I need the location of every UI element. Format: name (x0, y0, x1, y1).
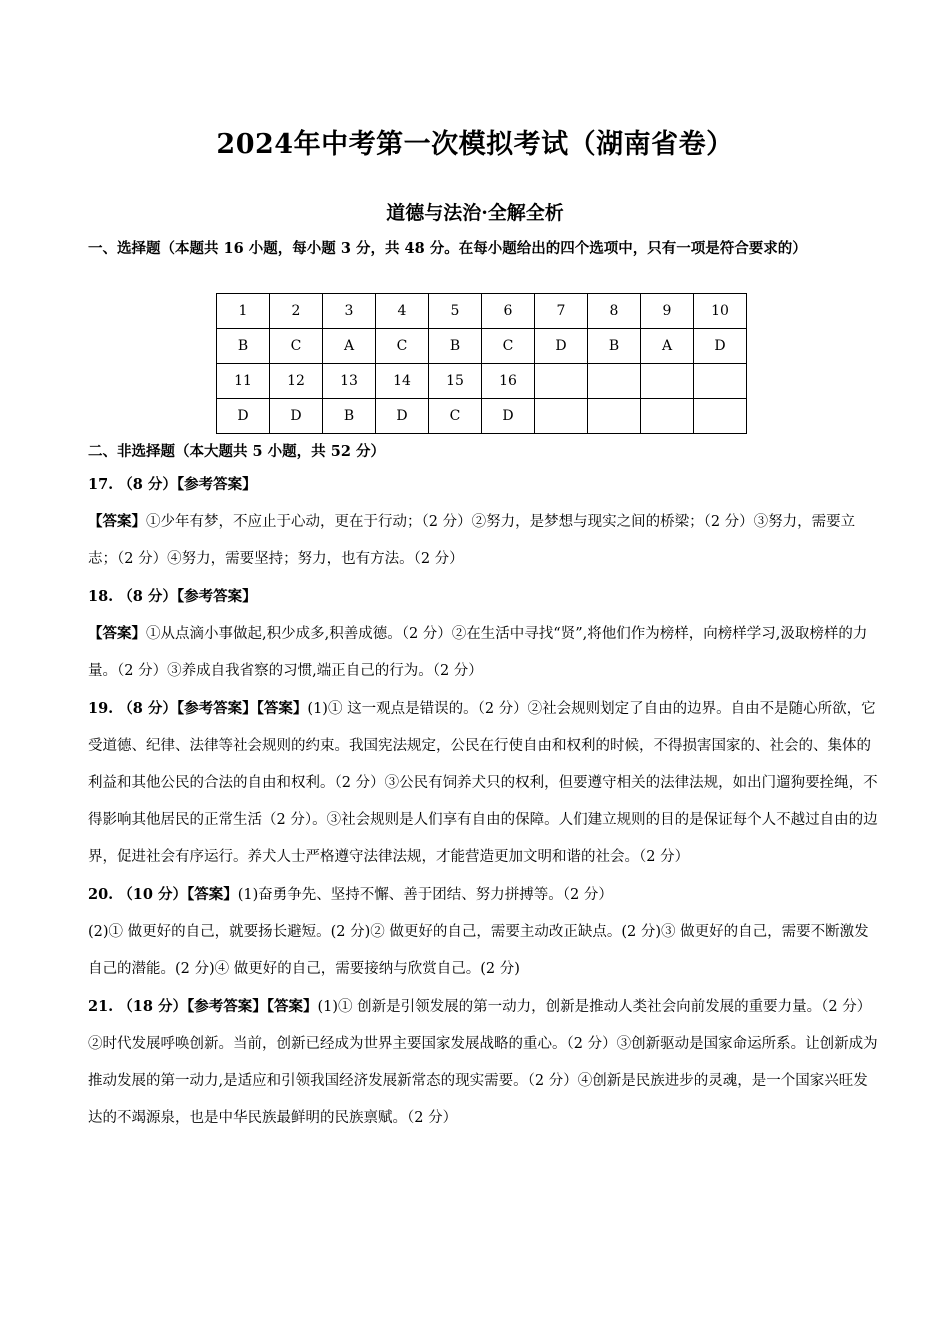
table-cell (588, 399, 641, 434)
answer-text: (1)① 这一观点是错误的。（2 分）②社会规则划定了自由的边界。自由不是随心所欲，它受道德、纪律、法律等社会规则的约束。我国宪法规定，公民在行使自由和权利的时候，不得损害国家的、社会的、集体的利益和其他公民的合法的自由和权利。（2 分）③公民有饲养犬只的权利，但要遵守相关的法律法规，如出门遛狗要拴绳，不得影响其他居民的正常生活（2 分）。③社会规则是人们享有自由的保障。人们建立规则的目的是保证每个人不越过自由的边界，促进社会有序运行。养犬人士严格遵守法律法规，才能营造更加文明和谐的社会。（2 分） (88, 701, 878, 865)
table-cell (641, 399, 694, 434)
answer-tag: 【答案】 (266, 998, 318, 1015)
table-cell: 6 (482, 294, 535, 329)
table-cell: D (270, 399, 323, 434)
table-cell (535, 399, 588, 434)
table-cell: 8 (588, 294, 641, 329)
table-cell: B (323, 399, 376, 434)
table-cell (694, 399, 747, 434)
table-cell: D (482, 399, 535, 434)
table-cell: 13 (323, 364, 376, 399)
table-cell: C (270, 329, 323, 364)
answer-text: (1)① 创新是引领发展的第一动力，创新是推动人类社会向前发展的重要力量。（2 分）②时代发展呼唤创新。当前，创新已经成为世界主要国家发展战略的重心。（2 分）③创新驱动是国家命运所系。让创新成为推动发展的第一动力,是适应和引领我国经济发展新常态的现实需要。（2 分）④创新是民族进步的灵魂，是一个国家兴旺发达的不竭源泉，也是中华民族最鲜明的民族禀赋。（2 分） (88, 999, 878, 1126)
table-cell: 3 (323, 294, 376, 329)
table-row (217, 329, 747, 364)
answer-tag: 【答案】 (256, 700, 308, 717)
table-cell: D (376, 399, 429, 434)
table-cell (588, 364, 641, 399)
answers-body (88, 466, 878, 1137)
answer-text: ①从点滴小事做起,积少成多,积善成德。（2 分）②在生活中寻找“贤”,将他们作为榜样，向榜样学习,汲取榜样的力量。（2 分）③养成自我省察的习惯,端正自己的行为。（2 分） (88, 626, 868, 679)
table-cell: B (588, 329, 641, 364)
table-cell: 5 (429, 294, 482, 329)
document-title: 2024年中考第一次模拟考试（湖南省卷） (216, 129, 734, 160)
table-cell: D (535, 329, 588, 364)
table-cell: 15 (429, 364, 482, 399)
table-cell: B (429, 329, 482, 364)
question-head: 20. （10 分） (88, 886, 188, 903)
answer-tag: 【答案】 (88, 625, 146, 642)
q17-answer (88, 503, 878, 578)
table-row (217, 399, 747, 434)
table-row (217, 294, 747, 329)
table-cell: 10 (694, 294, 747, 329)
table-cell (694, 364, 747, 399)
table-cell: 2 (270, 294, 323, 329)
table-cell: 16 (482, 364, 535, 399)
answer-table (216, 293, 747, 434)
q18-head: 18. （8 分）【参考答案】 (88, 588, 257, 605)
q19-answer (88, 690, 878, 876)
question-head: 21. （18 分）【参考答案】 (88, 998, 267, 1015)
q18-answer (88, 615, 878, 690)
table-cell: 9 (641, 294, 694, 329)
q20-answer-part2: (2)① 做更好的自己，就要扬长避短。(2 分)② 做更好的自己，需要主动改正缺点。(2 分)③ 做更好的自己，需要不断激发自己的潜能。(2 分)④ 做更好的自己，需要接纳与欣赏自己。(2 分) (88, 924, 869, 977)
table-cell: C (429, 399, 482, 434)
table-cell (641, 364, 694, 399)
table-cell (535, 364, 588, 399)
answer-text: ①少年有梦，不应止于心动，更在于行动；（2 分）②努力，是梦想与现实之间的桥梁；（2 分）③努力，需要立志；（2 分）④努力，需要坚持；努力，也有方法。（2 分） (88, 514, 856, 567)
table-row (217, 364, 747, 399)
answer-text: (1)奋勇争先、坚持不懈、善于团结、努力拼搏等。（2 分） (237, 887, 613, 903)
table-cell: 1 (217, 294, 270, 329)
q17-head: 17. （8 分）【参考答案】 (88, 476, 257, 493)
answer-tag: 【答案】 (187, 886, 238, 903)
answer-tag: 【答案】 (88, 513, 146, 530)
table-cell: A (641, 329, 694, 364)
section1-heading: 一、选择题（本题共 16 小题，每小题 3 分，共 48 分。在每小题给出的四个选项中，只有一项是符合要求的） (88, 240, 807, 257)
table-cell: 12 (270, 364, 323, 399)
table-cell: 4 (376, 294, 429, 329)
q20-answer (88, 876, 878, 914)
table-cell: A (323, 329, 376, 364)
document-subtitle: 道德与法治·全解全析 (386, 202, 564, 224)
table-cell: C (482, 329, 535, 364)
q21-answer (88, 988, 878, 1137)
table-cell: C (376, 329, 429, 364)
section2-heading: 二、非选择题（本大题共 5 小题，共 52 分） (88, 443, 385, 460)
question-head: 19. （8 分）【参考答案】 (88, 700, 257, 717)
table-cell: 14 (376, 364, 429, 399)
table-cell: D (694, 329, 747, 364)
table-cell: 11 (217, 364, 270, 399)
table-cell: D (217, 399, 270, 434)
table-cell: B (217, 329, 270, 364)
table-cell: 7 (535, 294, 588, 329)
